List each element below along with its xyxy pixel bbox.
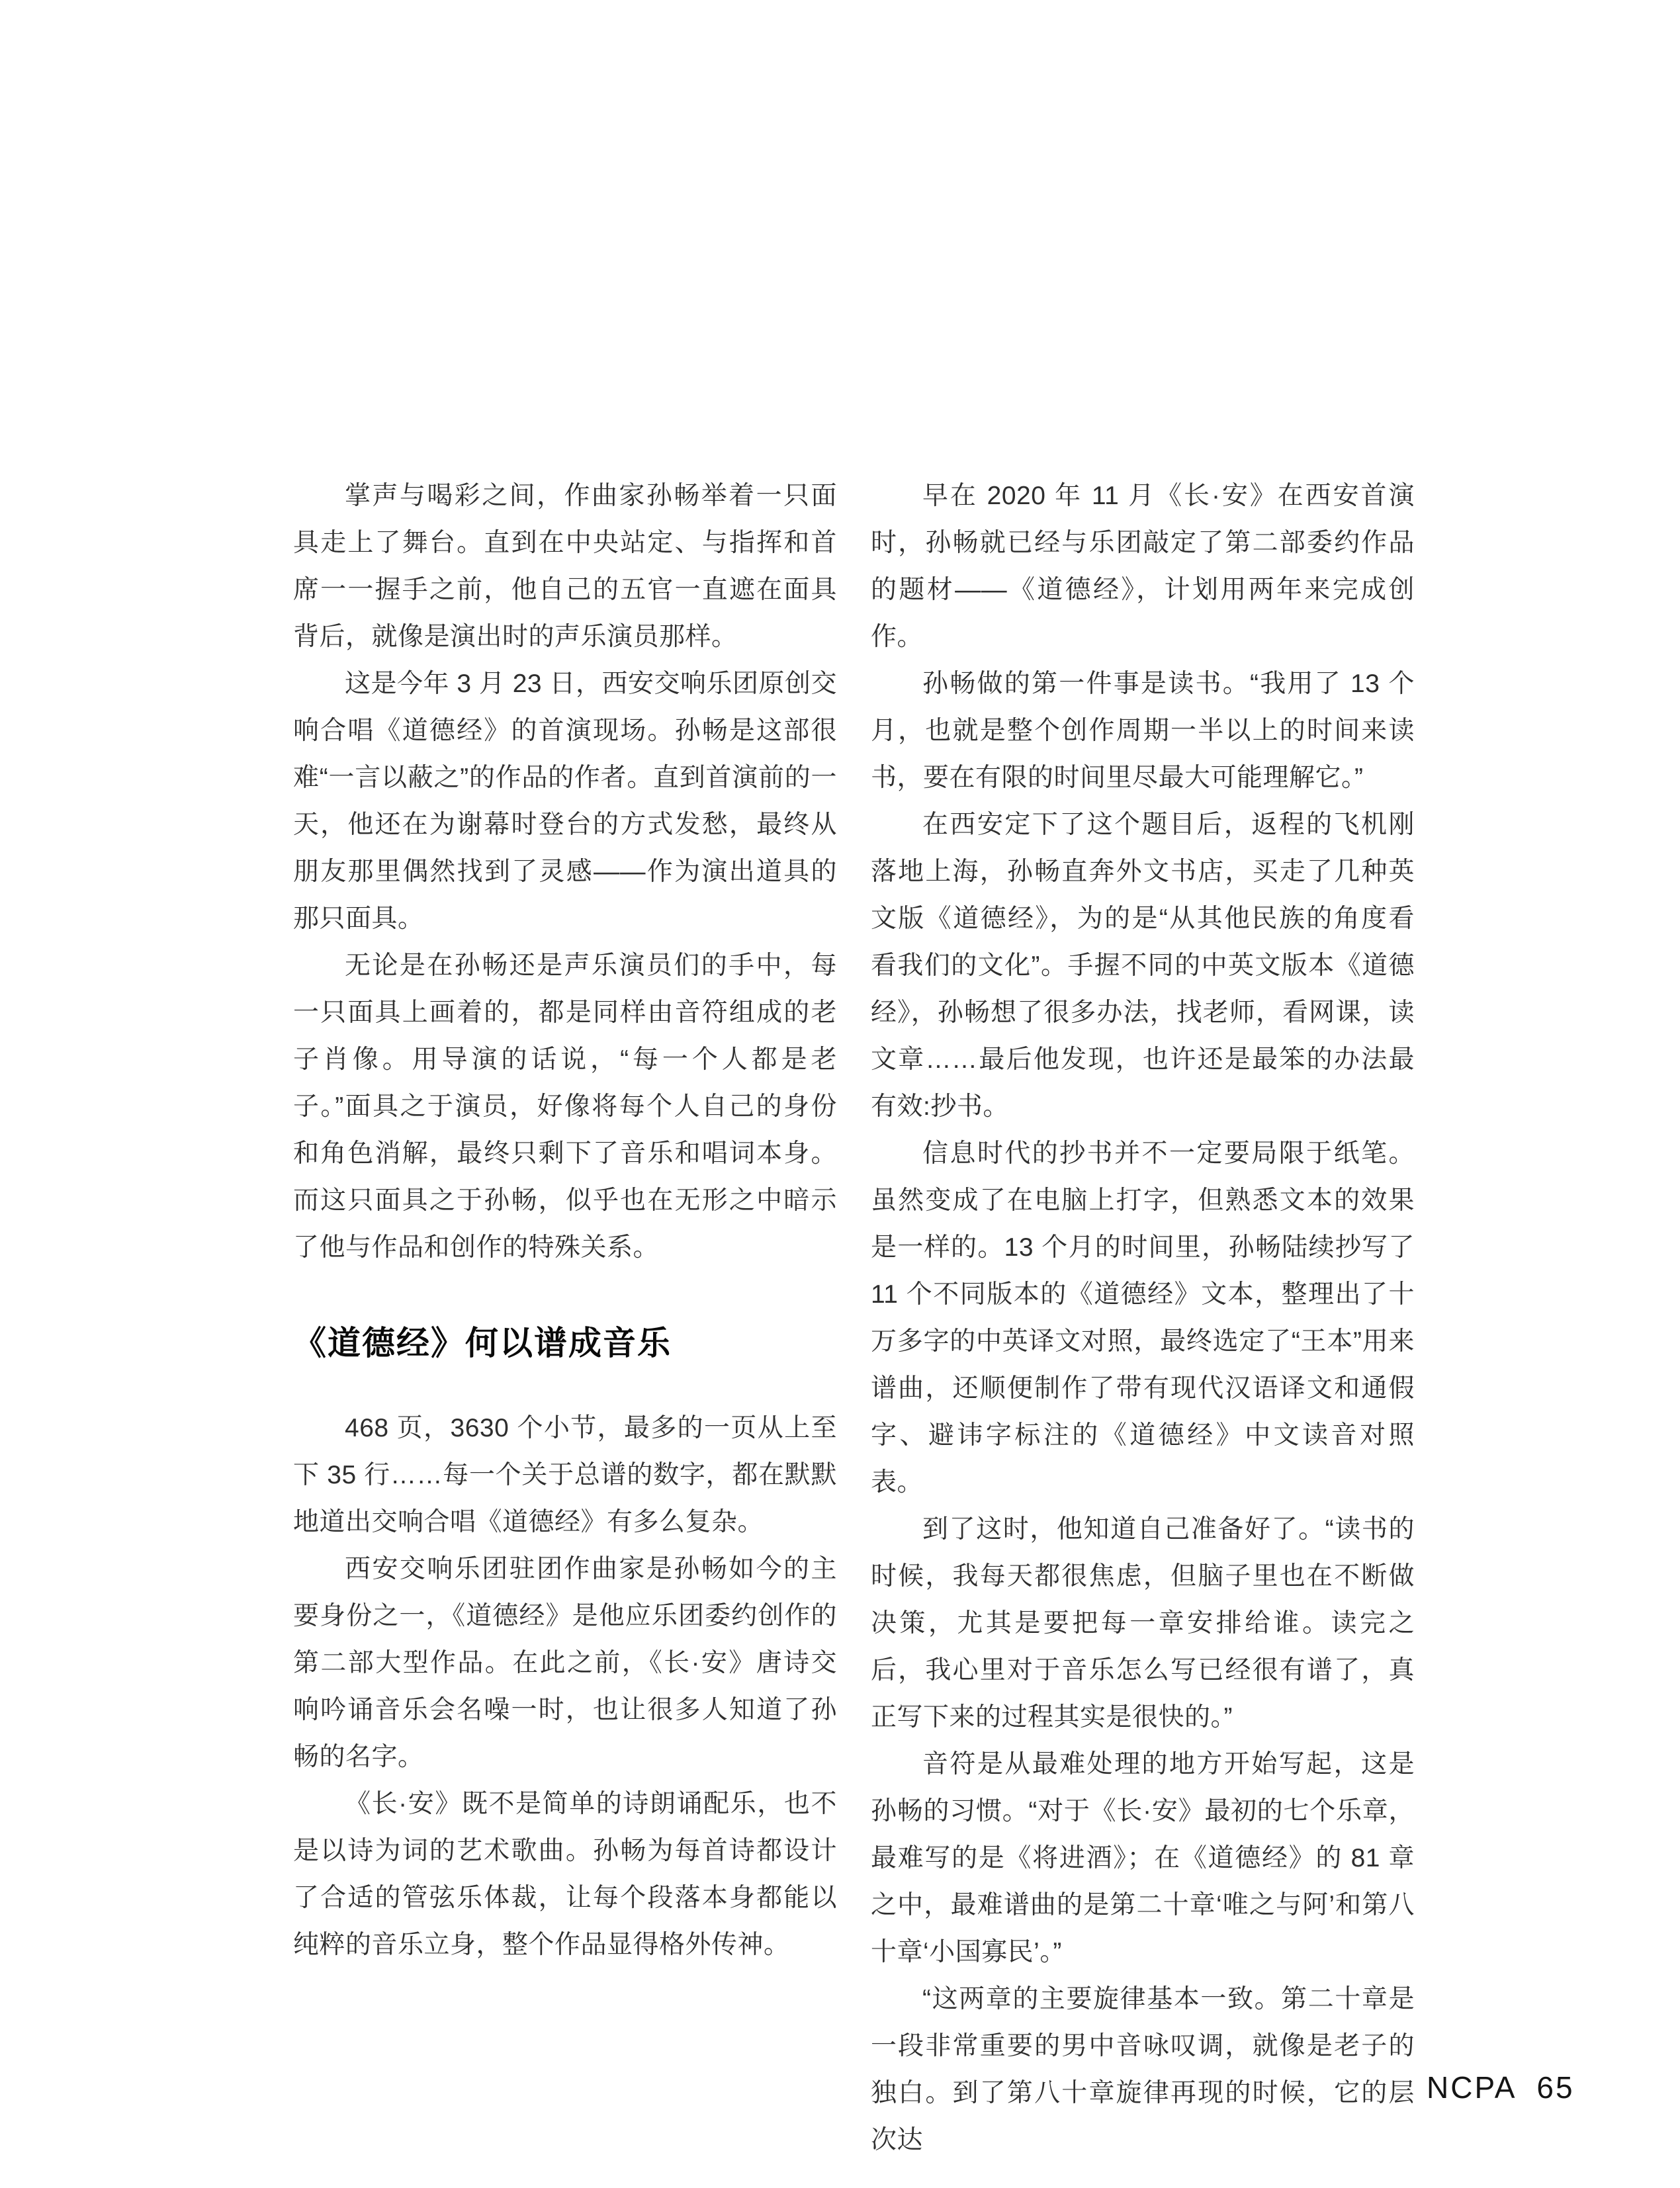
body-paragraph: 到了这时，他知道自己准备好了。“读书的时候，我每天都很焦虑，但脑子里也在不断做决策，尤其是要把每一章安排给谁。读完之后，我心里对于音乐怎么写已经很有谱了，真正写下来的过程其实是很快的。” <box>871 1515 1415 1731</box>
body-paragraph: 无论是在孙畅还是声乐演员们的手中，每一只面具上画着的，都是同样由音符组成的老子肖像。用导演的话说，“每一个人都是老子。”面具之于演员，好像将每个人自己的身份和角色消解，最终只剩下了音乐和唱词本身。而这只面具之于孙畅，似乎也在无形之中暗示了他与作品和创作的特殊关系。 <box>293 951 837 1262</box>
magazine-brand: NCPA <box>1427 2070 1517 2105</box>
body-paragraph: 孙畅做的第一件事是读书。“我用了 13 个月，也就是整个创作周期一半以上的时间来读书，要在有限的时间里尽最大可能理解它。” <box>871 670 1415 792</box>
body-paragraph: 信息时代的抄书并不一定要局限于纸笔。虽然变成了在电脑上打字，但熟悉文本的效果是一样的。13 个月的时间里，孙畅陆续抄写了 11 个不同版本的《道德经》文本，整理出了十万多字的中英译文对照，最终选定了“王本”用来谱曲，还顺便制作了带有现代汉语译文和通假字、避讳字标注的《道德经》中文读音对照表。 <box>871 1139 1415 1497</box>
body-paragraph: 468 页，3630 个小节，最多的一页从上至下 35 行……每一个关于总谱的数字，都在默默地道出交响合唱《道德经》有多么复杂。 <box>293 1414 837 1536</box>
right-paragraphs <box>871 472 1415 2164</box>
left-paragraphs-bottom <box>293 1405 837 1968</box>
body-paragraph: 《长·安》既不是简单的诗朗诵配乐，也不是以诗为词的艺术歌曲。孙畅为每首诗都设计了合适的管弦乐体裁，让每个段落本身都能以纯粹的音乐立身，整个作品显得格外传神。 <box>293 1790 837 1959</box>
body-paragraph: “这两章的主要旋律基本一致。第二十章是一段非常重要的男中音咏叹调，就像是老子的独白。到了第八十章旋律再现的时候，它的层次达 <box>871 1985 1415 2154</box>
page-footer <box>1427 2070 1575 2105</box>
page-number: 65 <box>1536 2070 1575 2105</box>
body-paragraph: 掌声与喝彩之间，作曲家孙畅举着一只面具走上了舞台。直到在中央站定、与指挥和首席一一握手之前，他自己的五官一直遮在面具背后，就像是演出时的声乐演员那样。 <box>293 482 837 651</box>
body-paragraph: 西安交响乐团驻团作曲家是孙畅如今的主要身份之一，《道德经》是他应乐团委约创作的第二部大型作品。在此之前，《长·安》唐诗交响吟诵音乐会名噪一时，也让很多人知道了孙畅的名字。 <box>293 1555 837 1771</box>
right-column <box>871 472 1415 2164</box>
body-paragraph: 在西安定下了这个题目后，返程的飞机刚落地上海，孙畅直奔外文书店，买走了几种英文版《道德经》，为的是“从其他民族的角度看看我们的文化”。手握不同的中英文版本《道德经》，孙畅想了很多办法，找老师，看网课，读文章……最后他发现，也许还是最笨的办法最有效:抄书。 <box>871 810 1415 1121</box>
section-heading: 《道德经》何以谱成音乐 <box>293 1325 672 1362</box>
body-paragraph: 这是今年 3 月 23 日，西安交响乐团原创交响合唱《道德经》的首演现场。孙畅是这部很难“一言以蔽之”的作品的作者。直到首演前的一天，他还在为谢幕时登台的方式发愁，最终从朋友那里偶然找到了灵感——作为演出道具的那只面具。 <box>293 670 837 933</box>
body-paragraph: 早在 2020 年 11 月《长·安》在西安首演时，孙畅就已经与乐团敲定了第二部委约作品的题材——《道德经》，计划用两年来完成创作。 <box>871 482 1415 651</box>
body-paragraph: 音符是从最难处理的地方开始写起，这是孙畅的习惯。“对于《长·安》最初的七个乐章，最难写的是《将进酒》；在《道德经》的 81 章之中，最难谱曲的是第二十章‘唯之与阿’和第八十章‘小国寡民’。” <box>871 1750 1415 1966</box>
left-paragraphs-top <box>293 472 837 1271</box>
left-column <box>293 472 837 1968</box>
